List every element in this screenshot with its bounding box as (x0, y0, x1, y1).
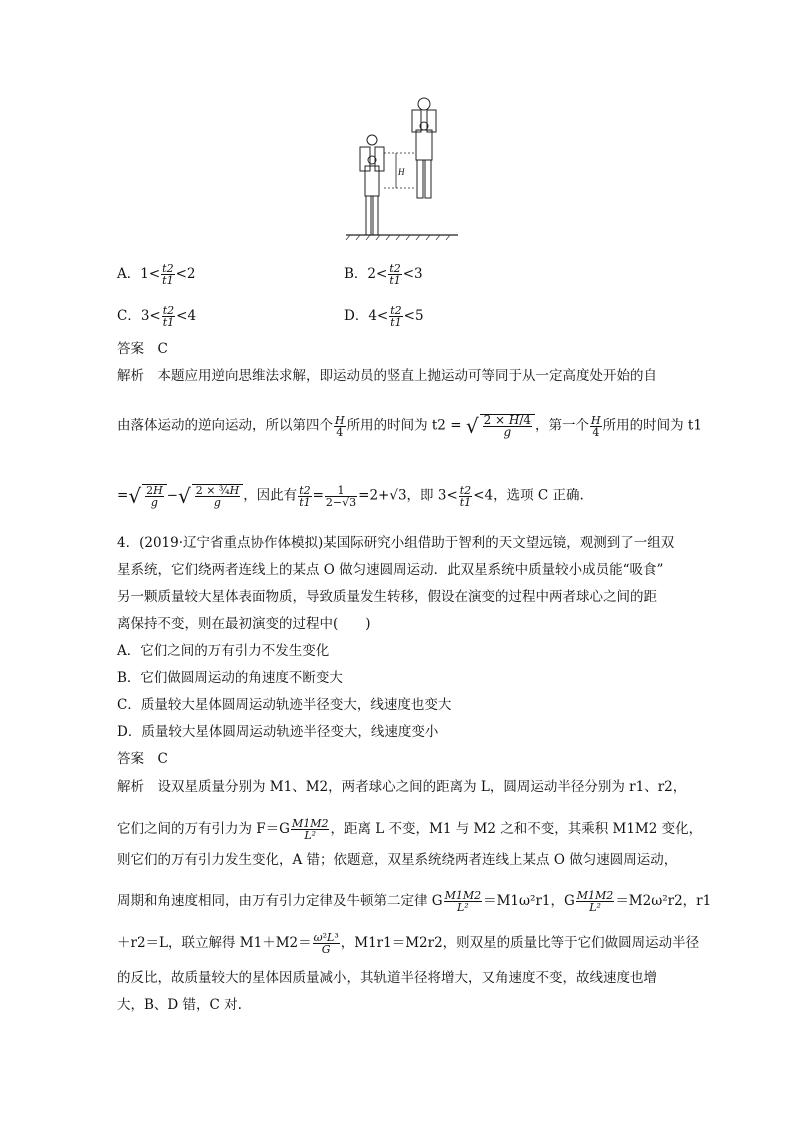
q4-stem-line4: 离保持不变，则在最初演变的过程中( ) (117, 616, 371, 632)
q3-option-b[interactable]: B．2< $\frac{t2}{t1}$ <3 (344, 262, 423, 287)
jump-figure (340, 92, 480, 242)
q3-option-d[interactable]: D．4< $\frac{t2}{t1}$ <5 (344, 304, 424, 329)
q4-option-a[interactable]: A．它们之间的万有引力不发生变化 (117, 643, 330, 659)
q4-option-d[interactable]: D．质量较大星体圆周运动轨迹半径变大，线速度变小 (117, 724, 439, 740)
height-label: H (398, 167, 405, 177)
q3-option-c[interactable]: C．3< $\frac{t2}{t1}$ <4 (117, 304, 197, 329)
q3-analysis-line1: 解析 本题应用逆向思维法求解，即运动员的竖直上抛运动可等同于从一定高度处开始的自 (117, 368, 657, 384)
q4-analysis-line5: ＋r2＝L，联立解得 M1＋M2＝ $\frac{\text{ω²L³}}{G}$ ，M1r1＝M2r2，则双星的质量比等于它们做圆周运动半径 (117, 931, 700, 956)
q4-analysis-line6: 的反比，故质量较大的星体因质量减小，其轨道半径将增大，又角速度不变，故线速度也增 (117, 970, 657, 986)
q4-answer: 答案 C (117, 751, 168, 767)
q4-analysis-line4: 周期和角速度相同，由万有引力定律及牛顿第二定律 G $\frac{M1M2}{\text{L²}}$ ＝M1ω²r1，G $\frac{M1M2}{\text{L²}}$ ＝M2ω²r2，r1 (117, 889, 712, 914)
q4-analysis-line1: 解析 设双星质量分别为 M1、M2，两者球心之间的距离为 L，圆周运动半径分别为 r1、r2， (117, 779, 687, 795)
q3-option-a[interactable]: A．1< $\frac{t2}{t1}$ <2 (117, 262, 196, 287)
q4-stem-line1: 4．(2019·辽宁省重点协作体模拟)某国际研究小组借助于智利的天文望远镜，观测到了一组双 (117, 535, 675, 551)
q4-option-c[interactable]: C．质量较大星体圆周运动轨迹半径变大，线速度也变大 (117, 697, 452, 713)
q4-option-b[interactable]: B．它们做圆周运动的角速度不断变大 (117, 670, 343, 686)
q4-analysis-line7: 大，B、D 错，C 对. (117, 997, 242, 1013)
q4-analysis-line2: 它们之间的万有引力为 F＝G $\frac{M1M2}{\text{L²}}$ ，距离 L 不变，M1 与 M2 之和不变，其乘积 M1M2 变化， (117, 817, 703, 842)
q4-stem-line2: 星系统，它们绕两者连线上的某点 O 做匀速圆周运动．此双星系统中质量较小成员能“吸食” (117, 562, 664, 578)
q4-analysis-line3: 则它们的万有引力发生变化，A 错；依题意，双星系统绕两者连线上某点 O 做匀速圆周运动， (117, 852, 678, 868)
q3-analysis-line3: =√ $\frac{2H}{g}$ −√ $\frac{\text{2 × ¾H}}{g}$ ，因此有 $\frac{t2}{t1}$ = $\frac{1}{2-√3}$ =2+√3，即 3< $\frac{t2}{t1}$ <4，选项 C 正确. (117, 483, 584, 509)
q3-analysis-line2: 由落体运动的逆向运动，所以第四个 $\frac{H}{4}$ 所用的时间为 t2 = √ $\frac{2 \times H/4}{g}$ ，第一个 $\frac{H}{4}$ 所用的时间为 t1 (117, 413, 702, 439)
q3-answer: 答案 C (117, 341, 168, 357)
q4-stem-line3: 另一颗质量较大星体表面物质，导致质量发生转移，假设在演变的过程中两者球心之间的距 (117, 589, 657, 605)
